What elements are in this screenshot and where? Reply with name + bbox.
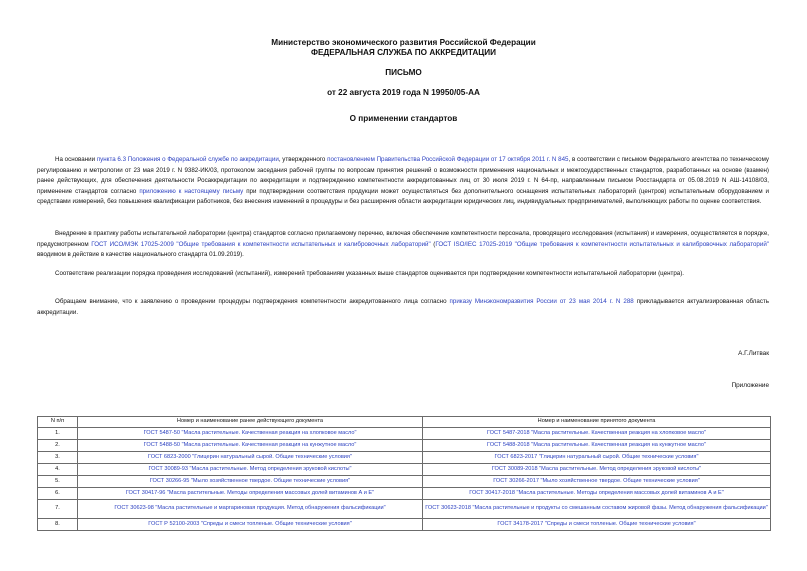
paragraph-1-text-c: , в соответствии с письмом Федерального агентства по техническому регулированию и метрологии от 23 мая 2019 г. N 9382-ИК/03, протоколом заседания рабочей группы по вопросам принятия решений о возможности применения национальных и межгосударственных стандартов, разработанных на основе (взамен) ранее действующих, для обеспечения деятельности Росаккредитации по аккредитации и подтверждению компетентности аккредитованных лиц от 30 июля 2019 г. N 64-пр, направленным письмом Росстандарта от 05.08.2019 N АШ-14108/03, применение стандартов согласно (37, 156, 769, 195)
adopted-document-link[interactable]: ГОСТ 5487-2018 "Масла растительные. Качественная реакция на хлопковое масло" (423, 428, 771, 440)
document-date-number: от 22 августа 2019 года N 19950/05-АА (327, 88, 480, 97)
previous-document-link[interactable]: ГОСТ 30623-98 "Масла растительные и маргариновая продукция. Метод обнаружения фальсификации" (78, 500, 423, 519)
column-header-number: N п/п (38, 417, 78, 428)
row-number: 1. (38, 428, 78, 440)
previous-document-link[interactable]: ГОСТ 30089-93 "Масла растительные. Метод определения эруковой кислоты" (78, 464, 423, 476)
previous-document-link[interactable]: ГОСТ 6823-2000 "Глицерин натуральный сырой. Общие технические условия" (78, 452, 423, 464)
previous-document-link[interactable]: ГОСТ Р 52100-2003 "Спреды и смеси топленые. Общие технические условия" (78, 519, 423, 531)
adopted-document-link[interactable]: ГОСТ 6823-2017 "Глицерин натуральный сырой. Общие технические условия" (423, 452, 771, 464)
document-subject: О применении стандартов (349, 114, 458, 123)
adopted-document-link[interactable]: ГОСТ 30623-2018 "Масла растительные и продукты со смешанным составом жировой фазы. Метод обнаружения фальсификации" (423, 500, 771, 519)
table-header-row (38, 417, 771, 428)
table-row (38, 440, 771, 452)
adopted-document-link[interactable]: ГОСТ 30266-2017 "Мыло хозяйственное твердое. Общие технические условия" (423, 476, 771, 488)
appendix-label: Приложение (731, 382, 769, 389)
link-government-decree[interactable]: постановлением Правительства Российской Федерации от 17 октября 2011 г. N 845 (327, 156, 569, 163)
previous-document-link[interactable]: ГОСТ 5488-50 "Масла растительные. Качественная реакция на кунжутное масло" (78, 440, 423, 452)
document-type: ПИСЬМО (385, 68, 422, 77)
table-row (38, 476, 771, 488)
previous-document-link[interactable]: ГОСТ 30417-96 "Масла растительные. Методы определения массовых долей витаминов А и Е" (78, 488, 423, 500)
table-row (38, 464, 771, 476)
signatory-name: А.Г.Литвак (738, 350, 769, 357)
adopted-document-link[interactable]: ГОСТ 5488-2018 "Масла растительные. Качественная реакция на кунжутное масло" (423, 440, 771, 452)
adopted-document-link[interactable]: ГОСТ 30417-2018 "Масла растительные. Методы определения массовых долей витаминов А и Е" (423, 488, 771, 500)
link-appendix[interactable]: приложению к настоящему письму (139, 187, 244, 195)
previous-document-link[interactable]: ГОСТ 5487-50 "Масла растительные. Качественная реакция на хлопковое масло" (78, 428, 423, 440)
paragraph-2 (37, 229, 769, 261)
table-row (38, 500, 771, 519)
paragraph-2-text-a: Внедрение в практику работы испытательной лаборатории (центра) стандартов согласно прилагаемому перечню, включая обеспечение компетентности персонала, проводящего исследования (испытания) и измерения, осуществляется в порядке, предусмотренном (37, 230, 769, 248)
link-regulation-clause[interactable]: пункта 6.3 Положения о Федеральной службе по аккредитации (96, 156, 279, 163)
row-number: 8. (38, 519, 78, 531)
row-number: 4. (38, 464, 78, 476)
adopted-document-link[interactable]: ГОСТ 34178-2017 "Спреды и смеси топленые. Общие технические условия" (423, 519, 771, 531)
table-row (38, 519, 771, 531)
table-row (38, 488, 771, 500)
paragraph-4 (37, 297, 769, 318)
row-number: 5. (38, 476, 78, 488)
adopted-document-link[interactable]: ГОСТ 30089-2018 "Масла растительные. Метод определения эруковой кислоты" (423, 464, 771, 476)
paragraph-3: Соответствие реализации порядка проведения исследований (испытаний), измерений требованиям указанных выше стандартов оценивается при подтверждении компетентности испытательной лаборатории (центра). (55, 270, 684, 277)
link-order-288[interactable]: приказу Минэкономразвития России от 23 мая 2014 г. N 288 (449, 298, 634, 305)
link-gost-iso-iec-17025-2019[interactable]: ГОСТ ISO/IEC 17025-2019 "Общие требования к компетентности испытательных и калибровочных лабораторий" (435, 240, 769, 248)
paragraph-4-text-b: прикладывается актуализированная область аккредитации. (37, 298, 769, 316)
column-header-previous-document: Номер и наименование ранее действующего документа (78, 417, 423, 428)
column-header-adopted-document: Номер и наименование принятого документа (423, 417, 771, 428)
table-row (38, 428, 771, 440)
paragraph-1-text-b: , утвержденного (278, 156, 328, 163)
row-number: 3. (38, 452, 78, 464)
paragraph-2-text-c: вводимом в действие в качестве национального стандарта 01.09.2019). (37, 251, 244, 258)
row-number: 2. (38, 440, 78, 452)
previous-document-link[interactable]: ГОСТ 30266-95 "Мыло хозяйственное твердое. Общие технические условия" (78, 476, 423, 488)
link-gost-iso-iec-17025-2009[interactable]: ГОСТ ИСО/МЭК 17025-2009 "Общие требования к компетентности испытательных и калибровочных лабораторий" (91, 240, 431, 248)
paragraph-1-text-d: при подтверждении соответствия продукции может осуществляться без дополнительного оснащения испытательных лабораторий (центров) испытательным оборудованием и средствами измерений, без повышения квалификации работников, без внесения изменений в процедуры и без расширения области аккредитации юридических лиц, индивидуальных предпринимателей, выполняющих работы по оценке соответствия. (37, 187, 769, 205)
paragraph-4-text-a: Обращаем внимание, что к заявлению о проведении процедуры подтверждения компетентности аккредитованного лица согласно (55, 298, 450, 305)
paragraph-2-text-b: ( (430, 240, 436, 248)
issuer-ministry: Министерство экономического развития Российской Федерации (271, 38, 536, 47)
issuer-agency: ФЕДЕРАЛЬНАЯ СЛУЖБА ПО АККРЕДИТАЦИИ (310, 48, 497, 57)
table-row (38, 452, 771, 464)
paragraph-1-text-a: На основании (55, 156, 97, 163)
row-number: 7. (38, 500, 78, 519)
row-number: 6. (38, 488, 78, 500)
paragraph-1 (37, 155, 769, 208)
standards-table (37, 416, 771, 531)
